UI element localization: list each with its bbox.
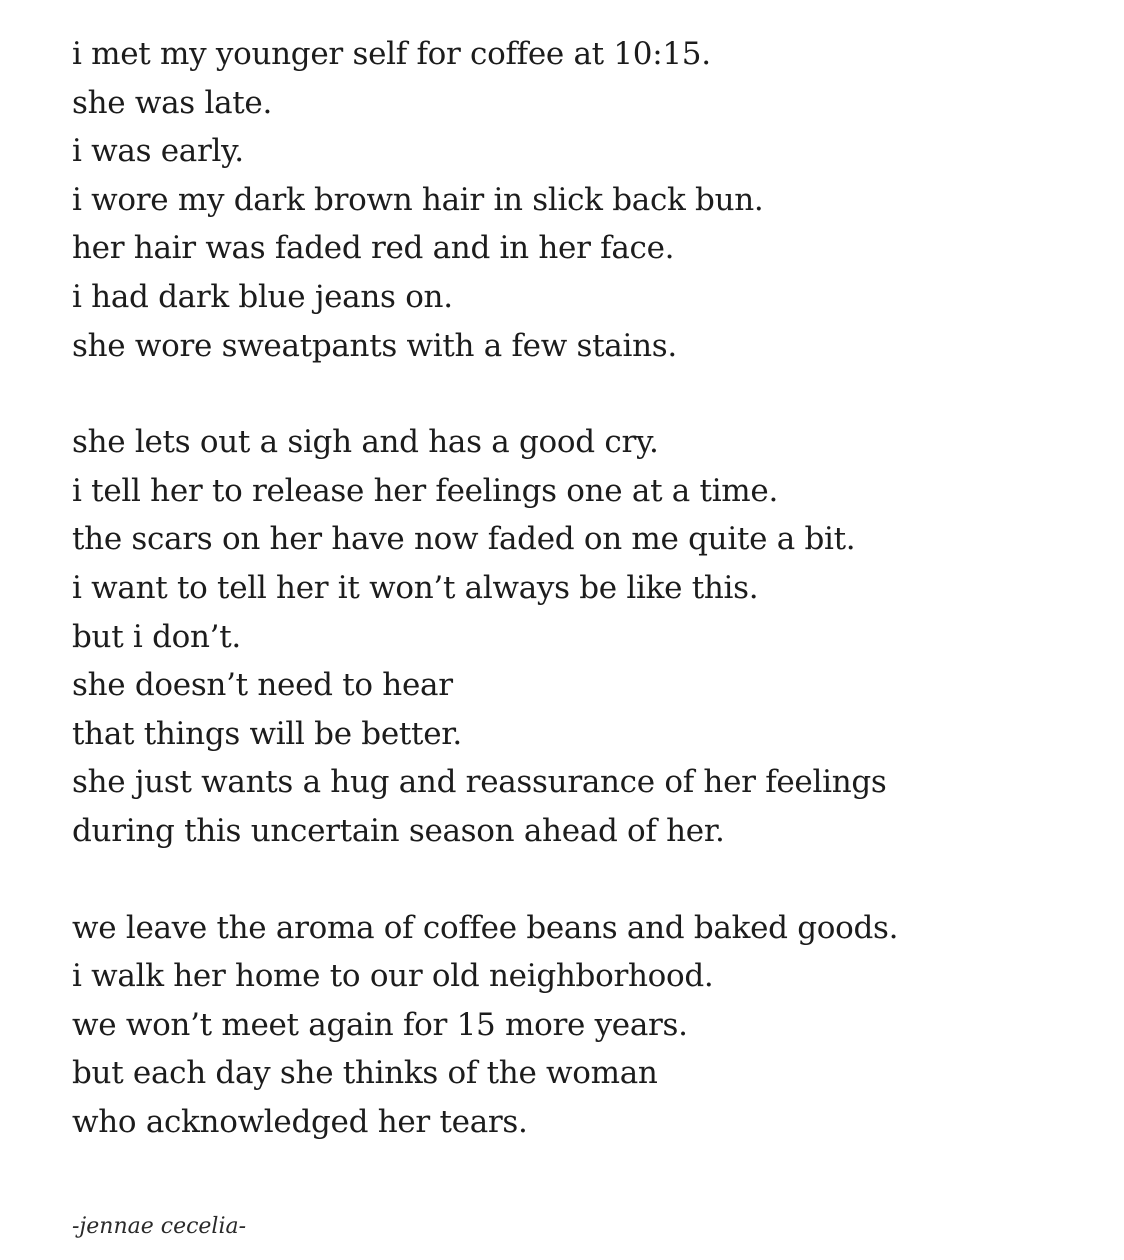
poem-line: she wore sweatpants with a few stains. bbox=[72, 327, 677, 364]
stanza-1 bbox=[72, 30, 1072, 370]
poem-line: i had dark blue jeans on. bbox=[72, 278, 453, 315]
poem-line: she was late. bbox=[72, 84, 273, 121]
poem-line: she doesn’t need to hear bbox=[72, 667, 453, 704]
stanza-2 bbox=[72, 418, 1072, 855]
poem-line: but each day she thinks of the woman bbox=[72, 1055, 658, 1092]
poem-line: i tell her to release her feelings one at a time. bbox=[72, 472, 779, 509]
poem-line: but i don’t. bbox=[72, 618, 241, 655]
poem-line: i want to tell her it won’t always be like this. bbox=[72, 569, 759, 606]
poem-line: we leave the aroma of coffee beans and baked goods. bbox=[72, 909, 899, 946]
poem-line: that things will be better. bbox=[72, 715, 462, 752]
stanza-3 bbox=[72, 904, 1072, 1147]
poem-body bbox=[72, 30, 1072, 1146]
poem-line: during this uncertain season ahead of her. bbox=[72, 812, 725, 849]
poem-line: i walk her home to our old neighborhood. bbox=[72, 958, 714, 995]
poem-line: the scars on her have now faded on me quite a bit. bbox=[72, 521, 856, 558]
poem-line: i wore my dark brown hair in slick back bun. bbox=[72, 181, 764, 218]
poem-line: she lets out a sigh and has a good cry. bbox=[72, 424, 659, 461]
poem-line: we won’t meet again for 15 more years. bbox=[72, 1006, 688, 1043]
poem-line: she just wants a hug and reassurance of her feelings bbox=[72, 764, 887, 801]
poem-line: i was early. bbox=[72, 133, 244, 170]
author-signature: -jennae cecelia- bbox=[72, 1214, 247, 1239]
poem-line: i met my younger self for coffee at 10:15. bbox=[72, 36, 711, 72]
poem-line: her hair was faded red and in her face. bbox=[72, 230, 675, 267]
poem-line: who acknowledged her tears. bbox=[72, 1103, 528, 1140]
